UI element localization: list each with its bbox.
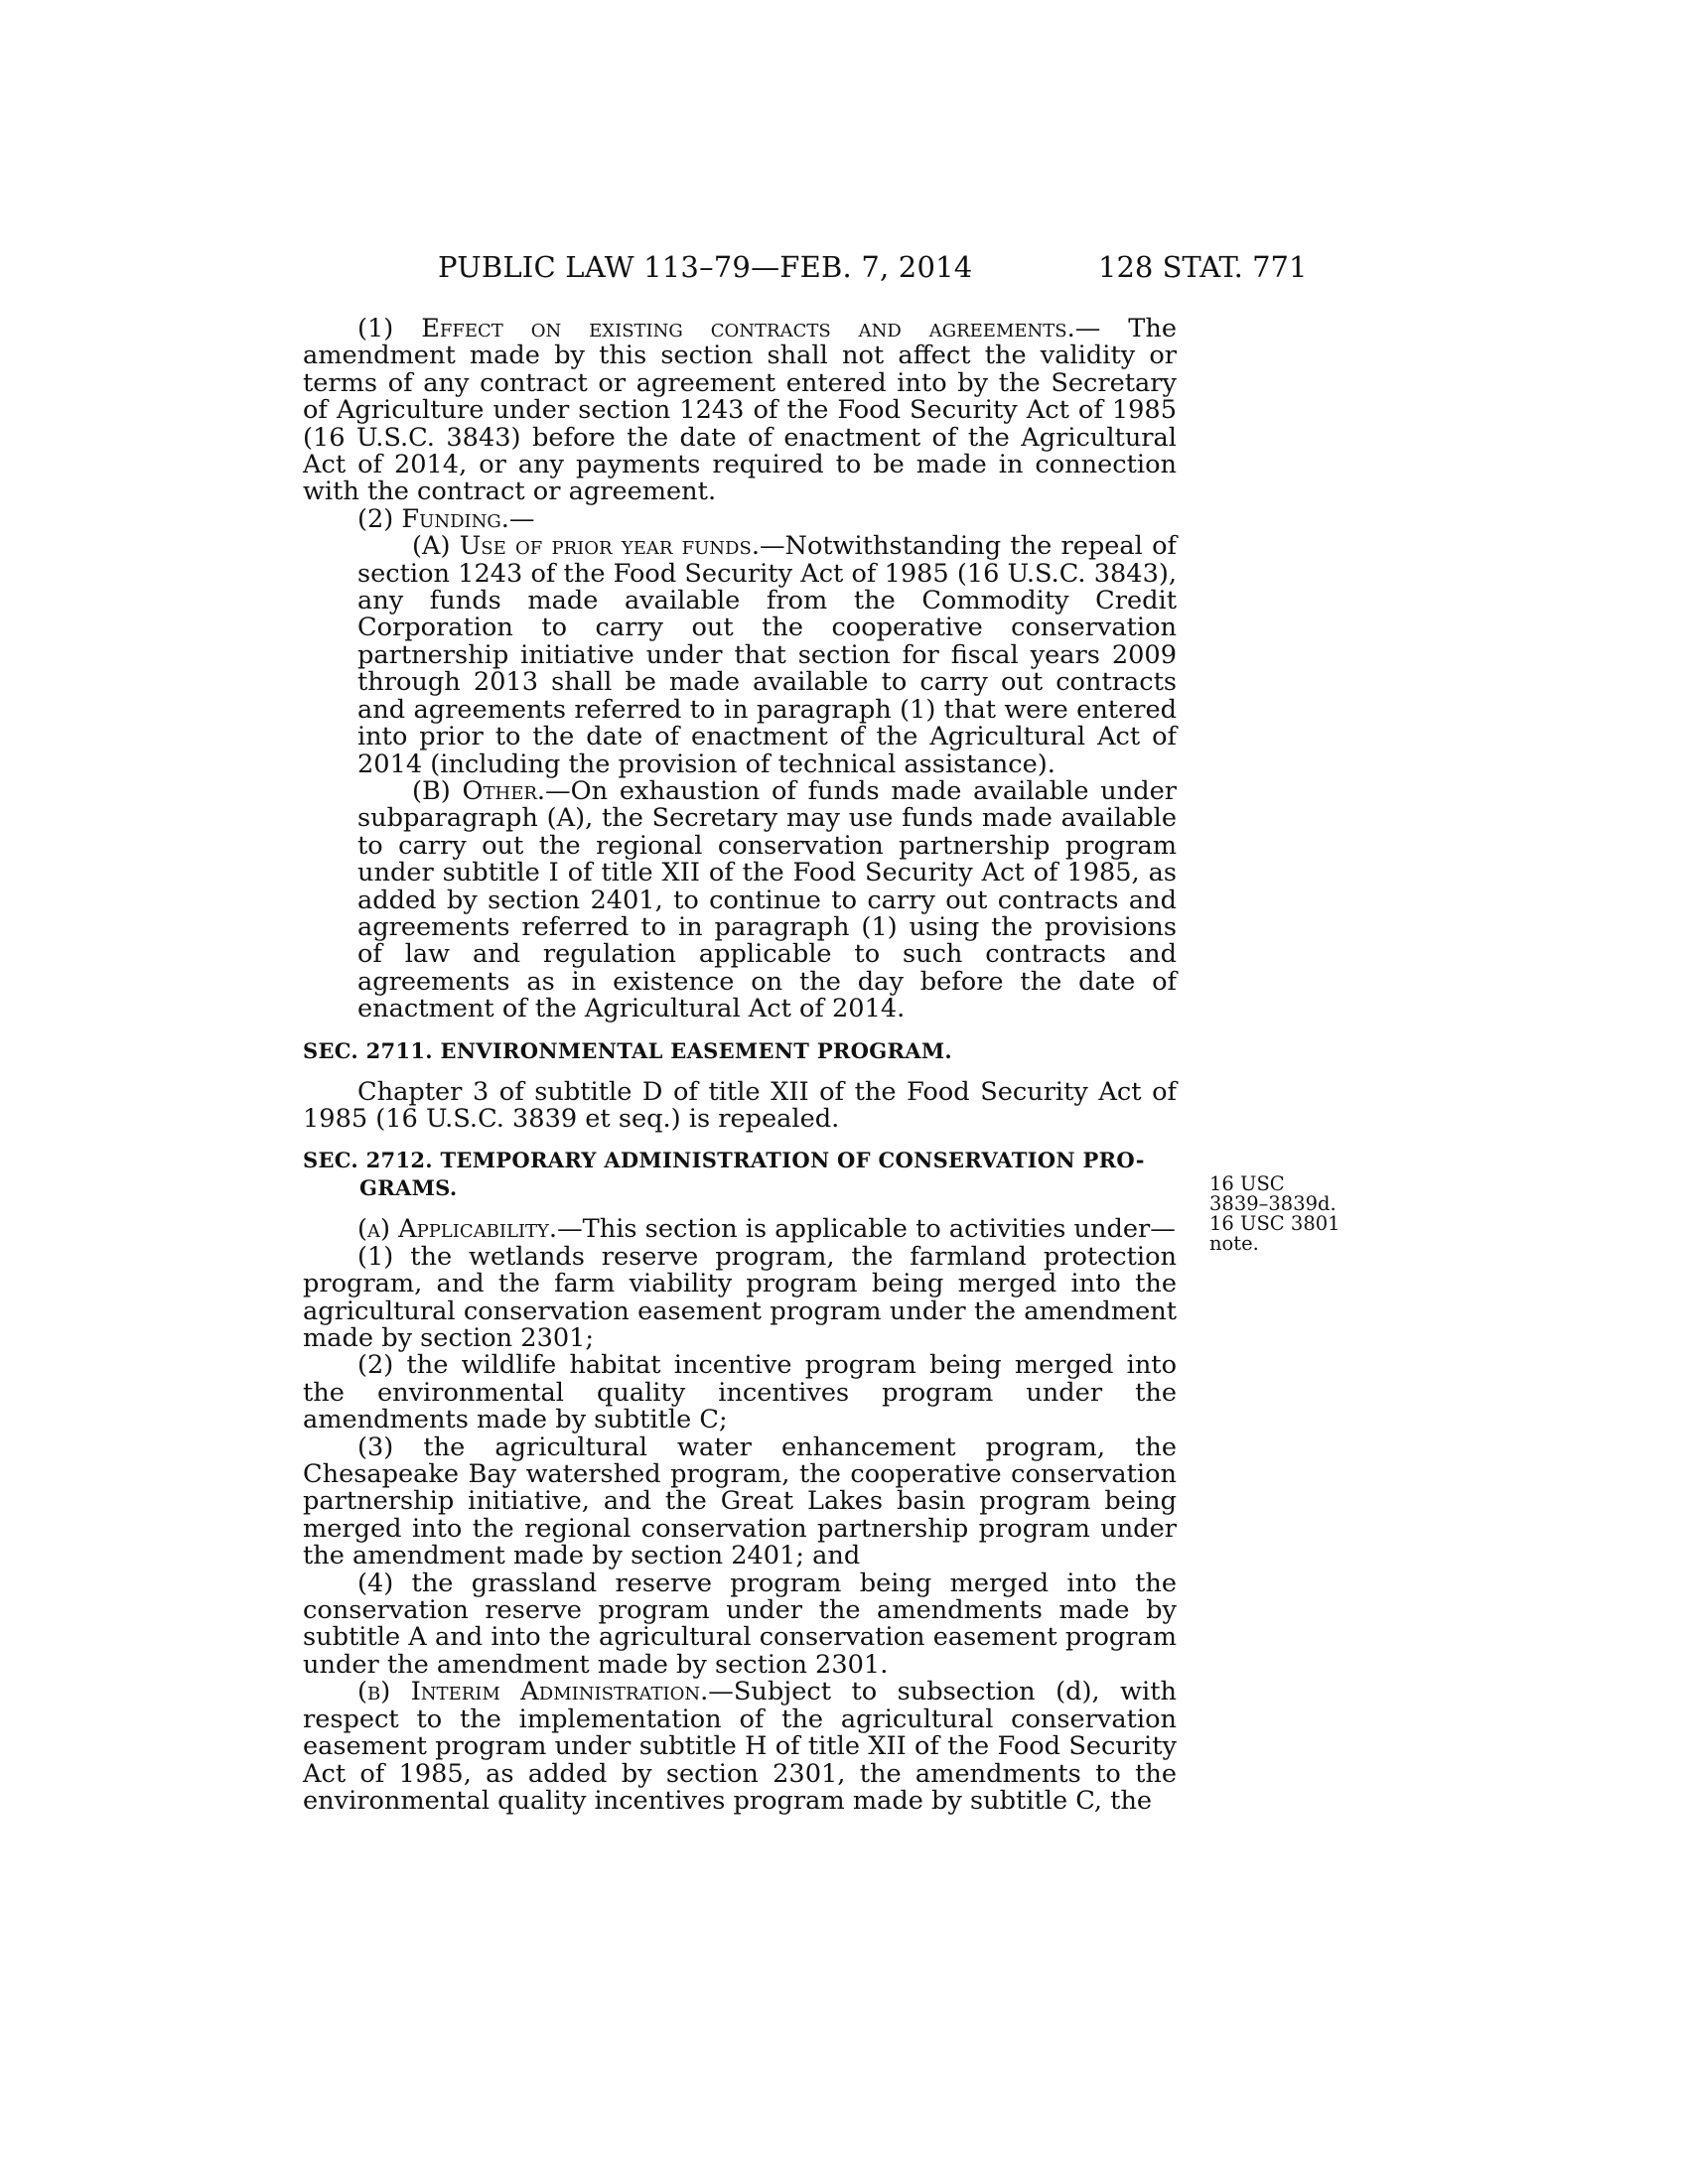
sec-2712-heading (303, 1147, 1177, 1202)
list-item: (2) the wildlife habitat incentive program being merged into the environmental quality incentives program under the amendments made by subtitle C; (303, 1350, 1177, 1435)
list-item: (3) the agricultural water enhancement program, the Chesapeake Bay watershed program, the cooperative conservation partnership initiative, and the Great Lakes basin program being merged into the regional conservation partnership program under the amendment made by section 2401; and (303, 1432, 1177, 1571)
subsection-a-text: This section is applicable to activities under— (582, 1214, 1176, 1245)
paragraph-1-heading: (1) Effect on existing contracts and agreements.— (357, 314, 1101, 343)
public-law-title: PUBLIC LAW 113–79—FEB. 7, 2014 (438, 250, 973, 284)
paragraph-1 (303, 316, 1177, 506)
subparagraph-a-text: Notwithstanding the repeal of section 1243 of the Food Security Act of 1985 (16 U.S.C. 3843), any funds made available from the Commodity Credit Corporation to carry out the cooperative conservation partnership initiative under that section for fiscal years 2009 through 2013 shall be made available to carry out contracts and agreements referred to in paragraph (1) that were entered into prior to the date of enactment of the Agricultural Act of 2014 (including the provision of technical assistance). (357, 531, 1177, 779)
subparagraph-b (303, 775, 1177, 1024)
list-item: (1) the wetlands reserve program, the farmland protection program, and the farm viability program being merged into the agricultural conservation easement program under the amendment made by section 2301; (303, 1241, 1177, 1353)
margin-note-line: 16 USC (1209, 1172, 1285, 1195)
margin-note-line: note. (1209, 1232, 1259, 1255)
paragraph-1-text: The amendment made by this section shall not affect the validity or terms of any contract or agreement entered into by the Secretary of Agriculture under section 1243 of the Food Security Act of 1985 (16 U.S.C. 3843) before the date of enactment of the Agricultural Act of 2014, or any payments required to be made in connection with the contract or agreement. (303, 314, 1177, 507)
page-header (0, 250, 1688, 290)
subsection-b (303, 1679, 1177, 1815)
subparagraph-a (303, 533, 1177, 778)
paragraph-2-heading: (2) Funding.— (357, 503, 535, 534)
subparagraph-b-heading: (B) Other.— (412, 775, 571, 806)
subsection-a-heading: (a) Applicability.— (357, 1214, 583, 1245)
sec-2712-heading-line1: SEC. 2712. TEMPORARY ADMINISTRATION OF CONSERVATION PRO- (303, 1148, 1145, 1173)
paragraph-2 (303, 503, 1177, 534)
sec-2711-text: Chapter 3 of subtitle D of title XII of the Food Security Act of 1985 (16 U.S.C. 3839 et seq.) is repealed. (303, 1076, 1177, 1134)
subsection-a (303, 1216, 1177, 1243)
sec-2711-heading: SEC. 2711. ENVIRONMENTAL EASEMENT PROGRAM. (303, 1037, 952, 1063)
page-body (303, 316, 1177, 1815)
sec-2712-heading-line2: GRAMS. (359, 1175, 458, 1201)
list-item: (4) the grassland reserve program being merged into the conservation reserve program under the amendments made by subtitle A and into the agricultural conservation easement program under the amendment made by section 2301. (303, 1568, 1177, 1680)
subsection-b-heading: (b) Interim Administration.— (357, 1677, 734, 1707)
statute-page-number: 128 STAT. 771 (1098, 250, 1308, 284)
margin-note-line: 16 USC 3801 (1209, 1212, 1340, 1235)
subparagraph-b-text: On exhaustion of funds made available under subparagraph (A), the Secretary may use funds made available to carry out the regional conservation partnership program under subtitle I of title XII of the Food Security Act of 1985, as added by section 2401, to continue to carry out contracts and agreements referred to in paragraph (1) using the provisions of law and regulation applicable to such contracts and agreements as in existence on the day before the date of enactment of the Agricultural Act of 2014. (357, 775, 1177, 1024)
subsection-b-text: Subject to subsection (d), with respect to the implementation of the agricultural conservation easement program under subtitle H of title XII of the Food Security Act of 1985, as added by section 2301, the amendments to the environmental quality incentives program made by subtitle C, the (303, 1677, 1177, 1816)
subparagraph-a-heading: (A) Use of prior year funds.— (412, 531, 785, 562)
margin-citation-note (1209, 1174, 1340, 1254)
margin-note-line: 3839–3839d. (1209, 1192, 1336, 1215)
